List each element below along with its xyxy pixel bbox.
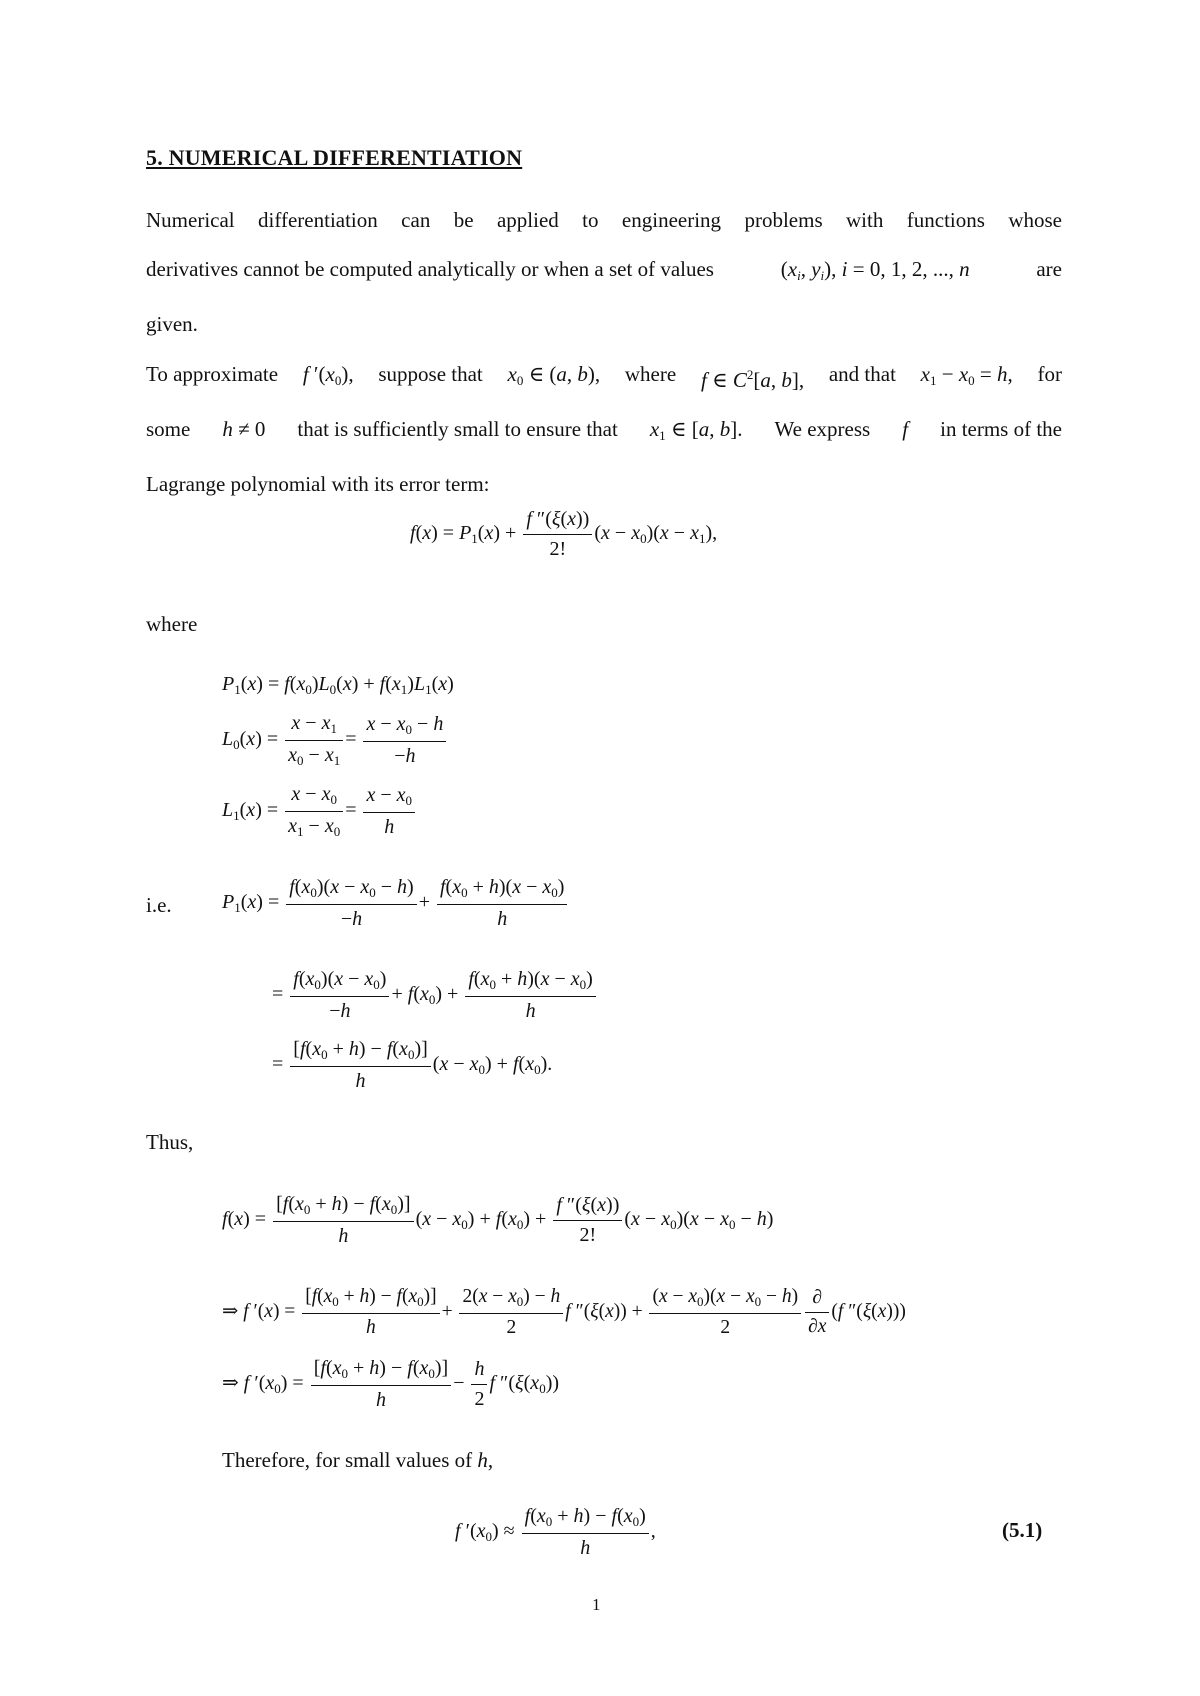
- l1-definition: $L_1(x)$ = $\frac{x - x_0}{x_1 - x_0}$ = $\frac{x - x_0}{h}$: [222, 783, 417, 840]
- section-heading: 5. NUMERICAL DIFFERENTIATION: [146, 145, 523, 170]
- intro-paragraph: [146, 196, 1062, 349]
- intro-line-1: Numerical differentiation can be applied to engineering problems with functions whose: [146, 208, 1062, 232]
- page-number: 1: [592, 1595, 601, 1614]
- p1-step-2: = $\frac{f(x_0)(x - x_0)}{-h}$ + $f(x_0)$ + $\frac{f(x_0 + h)(x - x_0)}{h}$: [272, 968, 598, 1023]
- f-expansion: f(x) = $\frac{[f(x_0 + h) - f(x_0)]}{h}$ $(x - x_0) + f(x_0)$ + $\frac{f ''(\xi(x))}{2!}$ $(x - x_0)(x - x_0 - h)$: [222, 1193, 774, 1247]
- therefore-line: Therefore, for small values of h,: [222, 1448, 494, 1472]
- p1-definition: $P_1(x) = f(x_0)L_0(x) + f(x_1)L_1(x)$: [222, 673, 454, 697]
- approx-paragraph: [146, 350, 1062, 509]
- equation-number: (5.1): [1002, 1518, 1043, 1542]
- forward-difference-formula: f $'(x_0)$ ≈ $\frac{f(x_0 + h) - f(x_0)}{h}$ ,: [455, 1505, 656, 1559]
- ie-label: i.e.: [146, 893, 172, 917]
- approx-line-3: Lagrange polynomial with its error term:: [146, 472, 490, 496]
- lagrange-error-equation: $f(x) = P_1(x)$ + $\frac{f ''(\xi(x))}{2!}$ $(x - x_0)(x - x_1)$,: [410, 508, 718, 560]
- fraction: $\frac{f ''(\xi(x))}{2!}$: [523, 508, 592, 561]
- approx-line-1: To approximate f $'(x_0)$, suppose that $x_0$ ∈ (a, b), where f ∈ $C^2[a$, b], and that $x_1 - x_0 = h$, for: [146, 362, 1062, 392]
- where-label: where: [146, 612, 198, 636]
- l0-definition: $L_0(x)$ = $\frac{x - x_1}{x_0 - x_1}$ = $\frac{x - x_0 - h}{-h}$: [222, 712, 448, 769]
- intro-line-2: derivatives cannot be computed analytically or when a set of values ($x_i$, $y_i$), i = 0, 1, 2, ..., n are: [146, 245, 1062, 300]
- p1-step-3: = $\frac{[f(x_0 + h) - f(x_0)]}{h}$ $(x - x_0) + f(x_0)$.: [272, 1038, 553, 1092]
- values-set-formula: ($x_i$, $y_i$), i = 0, 1, 2, ..., n: [780, 257, 970, 283]
- approx-line-2: some h ≠ 0 that is sufficiently small to ensure that $x_1$ ∈ [a, b]. We express f in terms of the: [146, 417, 1062, 443]
- thus-label: Thus,: [146, 1130, 194, 1154]
- p1-expanded: $P_1(x)$ = $\frac{f(x_0)(x - x_0 - h)}{-h}$ + $\frac{f(x_0 + h)(x - x_0)}{h}$: [222, 876, 569, 931]
- derivative-general: ⇒ f ′(x) = $\frac{[f(x_0 + h) - f(x_0)]}{h}$ + $\frac{2(x - x_0) - h}{2}$ f ″(ξ(x)) + $\frac{(x - x_0)(x - x_0 - h)}{2}$ $\frac{\partial}{\partial x}$ (f ″(ξ(x))): [222, 1286, 906, 1338]
- derivative-at-x0: ⇒ f $'(x_0)$ = $\frac{[f(x_0 + h) - f(x_0)]}{h}$ − $\frac{h}{2}$ f $''(\xi(x_0))$: [222, 1357, 560, 1411]
- intro-line-3: given.: [146, 312, 198, 336]
